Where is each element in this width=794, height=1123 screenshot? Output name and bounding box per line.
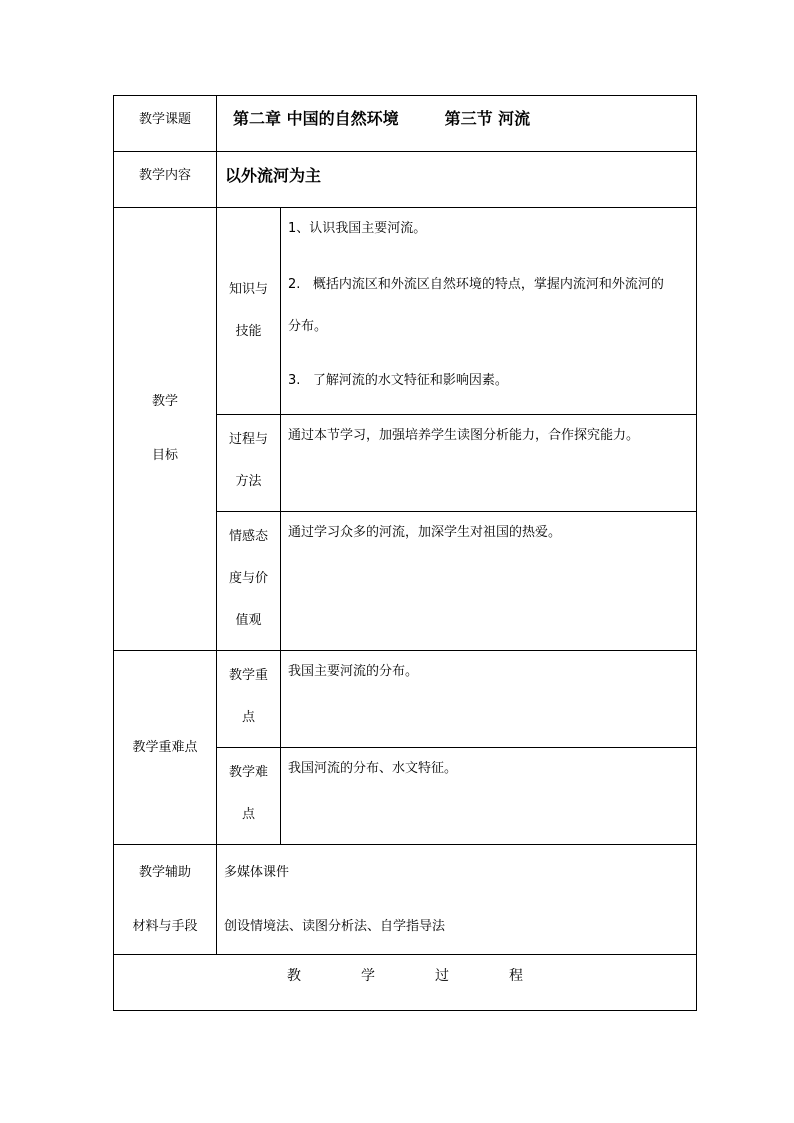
topic-row bbox=[114, 96, 697, 152]
knowledge-item-3-number: 3. bbox=[288, 373, 301, 388]
aux-row bbox=[114, 845, 697, 955]
objectives-label bbox=[114, 208, 217, 651]
topic-chapter: 第二章 中国的自然环境 bbox=[233, 109, 399, 128]
knowledge-label-line1: 知识与 bbox=[228, 282, 268, 297]
difficult-text: 我国河流的分布、水文特征。 bbox=[281, 748, 697, 845]
process-text: 通过本节学习，加强培养学生读图分析能力，合作探究能力。 bbox=[281, 415, 697, 512]
teaching-process-char-3: 过 bbox=[435, 968, 449, 984]
process-label-line2: 方法 bbox=[235, 474, 262, 489]
process-label bbox=[217, 415, 281, 512]
teaching-process-heading bbox=[114, 955, 697, 1011]
emotion-label-line2: 度与价 bbox=[228, 571, 268, 586]
knowledge-item-2-text: 概括内流区和外流区自然环境的特点，掌握内流河和外流河的 bbox=[312, 277, 664, 292]
objectives-label-line1: 教学 bbox=[151, 394, 178, 409]
key-label-line1: 教学重 bbox=[228, 668, 268, 683]
knowledge-item-1: 1、认识我国主要河流。 bbox=[288, 221, 427, 236]
knowledge-row bbox=[114, 208, 697, 415]
emotion-label-line1: 情感态 bbox=[228, 529, 268, 544]
emotion-label-line3: 值观 bbox=[235, 613, 262, 628]
knowledge-item-2 bbox=[288, 274, 696, 296]
teaching-process-char-4: 程 bbox=[509, 968, 523, 984]
key-difficult-label: 教学重难点 bbox=[114, 651, 217, 845]
content-row bbox=[114, 152, 697, 208]
lesson-plan-table bbox=[113, 95, 697, 1011]
difficult-label-line1: 教学难 bbox=[228, 765, 268, 780]
aux-text-line2: 创设情境法、读图分析法、自学指导法 bbox=[224, 918, 446, 934]
emotion-label bbox=[217, 512, 281, 651]
aux-text-line1: 多媒体课件 bbox=[224, 864, 290, 880]
knowledge-text bbox=[281, 208, 697, 415]
process-label-line1: 过程与 bbox=[228, 432, 268, 447]
teaching-process-char-2: 学 bbox=[361, 968, 375, 984]
teaching-process-row bbox=[114, 955, 697, 1011]
knowledge-label bbox=[217, 208, 281, 415]
knowledge-item-2-continued: 分布。 bbox=[288, 319, 328, 334]
key-label bbox=[217, 651, 281, 748]
topic-section: 第三节 河流 bbox=[444, 109, 531, 128]
difficult-label bbox=[217, 748, 281, 845]
topic-title bbox=[217, 96, 697, 152]
emotion-text: 通过学习众多的河流，加深学生对祖国的热爱。 bbox=[281, 512, 697, 651]
topic-label: 教学课题 bbox=[114, 96, 217, 152]
knowledge-item-2-number: 2. bbox=[288, 277, 301, 292]
knowledge-item-3-text: 了解河流的水文特征和影响因素。 bbox=[312, 373, 508, 388]
teaching-process-char-1: 教 bbox=[287, 968, 301, 984]
difficult-label-line2: 点 bbox=[241, 807, 255, 822]
aux-label-line1: 教学辅助 bbox=[138, 864, 191, 880]
objectives-label-line2: 目标 bbox=[151, 448, 178, 463]
key-row bbox=[114, 651, 697, 748]
content-value: 以外流河为主 bbox=[217, 152, 697, 208]
aux-label bbox=[114, 845, 217, 955]
key-label-line2: 点 bbox=[241, 710, 255, 725]
knowledge-label-line2: 技能 bbox=[235, 324, 262, 339]
aux-label-line2: 材料与手段 bbox=[132, 918, 198, 934]
aux-text bbox=[217, 845, 697, 955]
key-text: 我国主要河流的分布。 bbox=[281, 651, 697, 748]
knowledge-item-3 bbox=[288, 370, 696, 392]
content-label: 教学内容 bbox=[114, 152, 217, 208]
